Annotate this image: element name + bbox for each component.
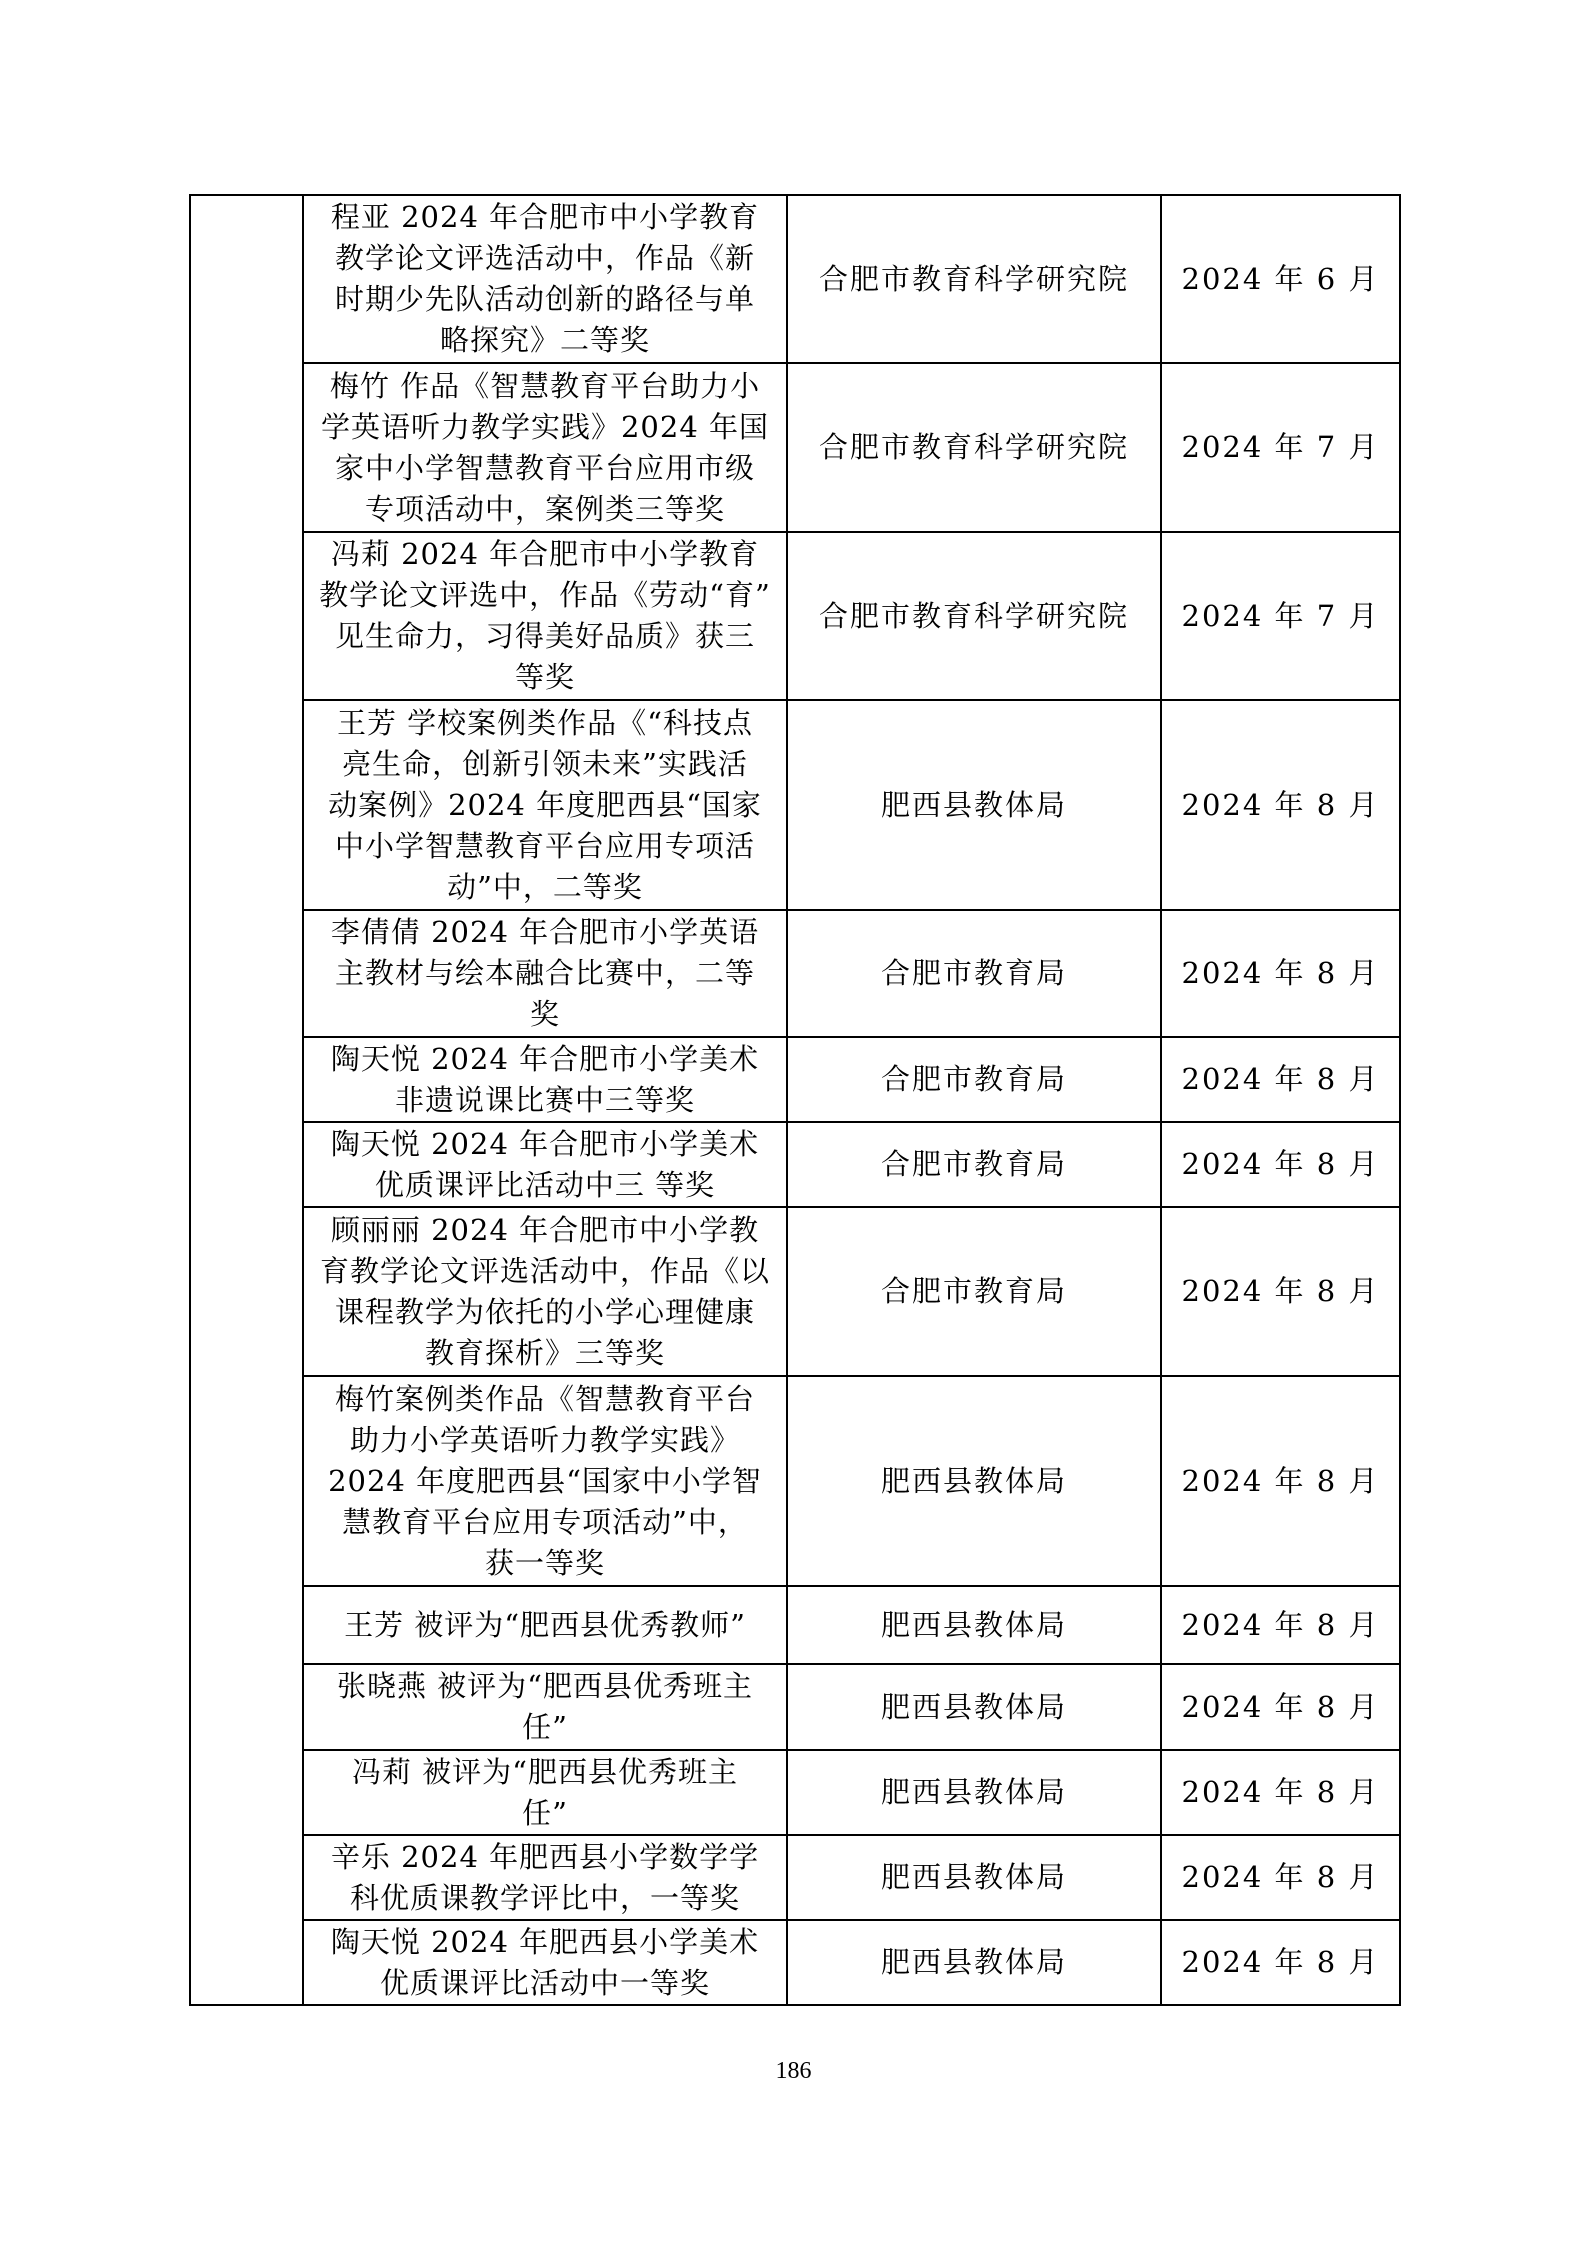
category-cell [190,195,303,2005]
award-date: 2024 年 8 月 [1161,1835,1400,1920]
award-issuer: 合肥市教育局 [787,910,1161,1037]
table-row [190,1207,1400,1376]
award-description-line: 动”中，二等奖 [447,869,643,904]
award-date: 2024 年 8 月 [1161,1586,1400,1664]
award-description-line: 见生命力，习得美好品质》获三 [334,619,755,653]
award-description-line: 时期少先队活动创新的路径与单 [334,282,755,316]
award-description-line: 辛乐 2024 年肥西县小学数学学 [330,1839,760,1874]
award-date: 2024 年 8 月 [1161,1920,1400,2005]
award-date: 2024 年 8 月 [1161,1750,1400,1835]
award-date: 2024 年 7 月 [1161,363,1400,532]
award-description-line: 科优质课教学评比中，一等奖 [349,1880,740,1915]
award-description [303,1750,787,1835]
award-description-line: 慧教育平台应用专项活动”中， [342,1504,748,1539]
award-description [303,700,787,910]
award-description [303,532,787,700]
award-description-line: 陶天悦 2024 年合肥市小学美术 [330,1041,760,1076]
award-date: 2024 年 8 月 [1161,1207,1400,1376]
award-description [303,1835,787,1920]
award-description-line: 略探究》二等奖 [439,323,650,357]
award-issuer: 合肥市教育科学研究院 [787,195,1161,363]
award-date: 2024 年 8 月 [1161,1037,1400,1122]
award-description-line: 亮生命，创新引领未来”实践活 [342,746,748,781]
award-description [303,1586,787,1664]
award-description-line: 非遗说课比赛中三等奖 [394,1082,695,1117]
table-row [190,532,1400,700]
award-issuer: 肥西县教体局 [787,1750,1161,1835]
award-table-body [190,195,1400,2005]
award-issuer: 合肥市教育局 [787,1207,1161,1376]
award-description [303,195,787,363]
award-issuer: 合肥市教育局 [787,1122,1161,1207]
award-description-line: 动案例》2024 年度肥西县“国家 [328,787,762,822]
award-description-line: 梅竹案例类作品《智慧教育平台 [334,1381,755,1416]
award-issuer: 合肥市教育科学研究院 [787,363,1161,532]
award-description-line: 张晓燕 被评为“肥西县优秀班主 [336,1669,754,1703]
award-date: 2024 年 8 月 [1161,700,1400,910]
award-issuer: 肥西县教体局 [787,1586,1161,1664]
award-description-line: 陶天悦 2024 年肥西县小学美术 [330,1924,760,1959]
award-description-line: 等奖 [514,660,575,694]
award-description-line: 家中小学智慧教育平台应用市级 [334,450,755,485]
award-date: 2024 年 8 月 [1161,1122,1400,1207]
award-issuer: 合肥市教育科学研究院 [787,532,1161,700]
award-description-line: 主教材与绘本融合比赛中，二等 [334,956,755,990]
award-description [303,1207,787,1376]
award-description [303,1664,787,1750]
table-row [190,910,1400,1037]
award-description [303,1122,787,1207]
table-row [190,1376,1400,1586]
table-row [190,1037,1400,1122]
award-description-line: 王芳 被评为“肥西县优秀教师” [344,1607,746,1642]
award-description-line: 陶天悦 2024 年合肥市小学美术 [330,1126,760,1161]
award-date: 2024 年 8 月 [1161,910,1400,1037]
award-description-line: 程亚 2024 年合肥市中小学教育 [330,200,760,234]
award-description-line: 奖 [529,997,560,1031]
award-issuer: 肥西县教体局 [787,1664,1161,1750]
table-row [190,195,1400,363]
award-description [303,910,787,1037]
award-description [303,1037,787,1122]
award-table [189,194,1401,2006]
award-date: 2024 年 8 月 [1161,1376,1400,1586]
award-issuer: 肥西县教体局 [787,1835,1161,1920]
table-row [190,1835,1400,1920]
award-description-line: 冯莉 2024 年合肥市中小学教育 [330,537,760,571]
award-description-line: 优质课评比活动中一等奖 [379,1965,710,2000]
award-description [303,1376,787,1586]
award-description-line: 育教学论文评选活动中，作品《以 [319,1253,770,1288]
award-description-line: 课程教学为依托的小学心理健康 [334,1294,755,1329]
page-number: 186 [775,2058,812,2084]
table-row [190,1586,1400,1664]
award-date: 2024 年 8 月 [1161,1664,1400,1750]
award-description-line: 优质课评比活动中三 等奖 [374,1167,716,1202]
award-description-line: 教学论文评选中，作品《劳动“育” [319,578,771,612]
award-description-line: 2024 年度肥西县“国家中小学智 [328,1463,762,1498]
award-description-line: 梅竹 作品《智慧教育平台助力小 [329,368,761,403]
award-description-line: 教学论文评选活动中，作品《新 [334,241,755,275]
award-description-line: 李倩倩 2024 年合肥市小学英语 [330,915,760,949]
award-description-line: 中小学智慧教育平台应用专项活 [334,828,755,863]
award-description-line: 专项活动中，案例类三等奖 [364,491,725,526]
award-description-line: 学英语听力教学实践》2024 年国 [320,409,770,444]
table-row [190,363,1400,532]
award-issuer: 肥西县教体局 [787,1376,1161,1586]
award-description-line: 任” [522,1710,568,1744]
table-row [190,1920,1400,2005]
award-description-line: 教育探析》三等奖 [424,1335,665,1370]
award-description-line: 任” [522,1795,568,1830]
table-row [190,1122,1400,1207]
award-date: 2024 年 6 月 [1161,195,1400,363]
award-description-line: 助力小学英语听力教学实践》 [349,1422,740,1457]
table-row [190,1750,1400,1835]
award-issuer: 肥西县教体局 [787,1920,1161,2005]
award-issuer: 肥西县教体局 [787,700,1161,910]
award-description-line: 顾丽丽 2024 年合肥市中小学教 [330,1212,760,1247]
award-description-line: 王芳 学校案例类作品《“科技点 [336,705,754,740]
table-row [190,1664,1400,1750]
award-date: 2024 年 7 月 [1161,532,1400,700]
table-row [190,700,1400,910]
award-description [303,1920,787,2005]
award-description-line: 获一等奖 [484,1545,605,1580]
award-issuer: 合肥市教育局 [787,1037,1161,1122]
award-description [303,363,787,532]
award-description-line: 冯莉 被评为“肥西县优秀班主 [351,1754,739,1789]
